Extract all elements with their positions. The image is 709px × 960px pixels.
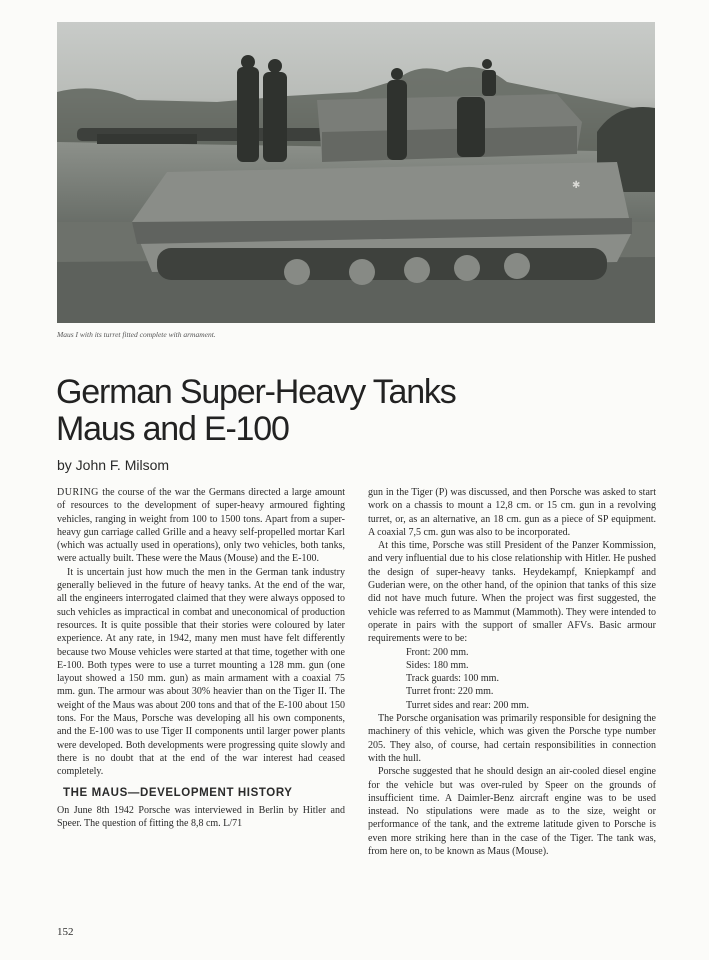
article-title bbox=[56, 374, 656, 448]
tank-photo bbox=[57, 22, 655, 323]
maus-tank-illustration bbox=[57, 22, 655, 323]
svg-text:✱: ✱ bbox=[572, 180, 581, 191]
armour-list-item: Turret sides and rear: 200 mm. bbox=[406, 699, 529, 711]
title-line-2: Maus and E-100 bbox=[56, 410, 289, 448]
armour-list-item: Track guards: 100 mm. bbox=[406, 673, 499, 685]
paragraph bbox=[57, 486, 345, 566]
paragraph: It is uncertain just how much the men in the German tank industry generally believed in the future of heavy tanks. At the end of the war, all the engineers interrogated claimed that they were always opposed to such vehicles as impractical in combat and uneconomical of production resources. It is quite possible that their stories were coloured by later experience. At any rate, in 1942, many men must have felt differently because two Mouse vehicles were started at that time, together with one E-100. Both types were to use a turret mounting a 128 mm. gun (one layout showed a 150 mm. gun) as main armament with a coaxial 75 mm. gun. The armour was about 30% heavier than on the Tiger II. The weight of the Maus was about 200 tons and that of the E-100 about 150 tons. For the Maus, Porsche was developing all his own components, and the E-100 was to use Tiger II components until larger power plants were developed. Both developments were progressing quite slowly and there is no doubt that at the end of the war interest had ceased completely. bbox=[57, 566, 345, 778]
page-number: 152 bbox=[57, 926, 74, 938]
title-line-1: German Super-Heavy Tanks bbox=[56, 373, 456, 411]
photo-caption: Maus I with its turret fitted complete with armament. bbox=[57, 330, 216, 339]
armour-list-item: Front: 200 mm. bbox=[406, 646, 469, 658]
author-byline: by John F. Milsom bbox=[57, 457, 170, 473]
armour-list-item: Sides: 180 mm. bbox=[406, 659, 469, 671]
paragraph-lead-word: DURING bbox=[57, 487, 99, 498]
right-column bbox=[368, 486, 656, 858]
armour-list-item: Turret front: 220 mm. bbox=[406, 686, 494, 698]
paragraph: On June 8th 1942 Porsche was interviewed in Berlin by Hitler and Speer. The question of fitting the 8,8 cm. L/71 bbox=[57, 804, 345, 830]
left-column bbox=[57, 486, 345, 830]
paragraph: Porsche suggested that he should design an air-cooled diesel engine for the vehicle but was over-ruled by Speer on the grounds of insufficient time. A Daimler-Benz aircraft engine was to be used instead. No stipulations were made as to the size, weight or performance of the tank, and the extreme latitude given to Porsche is even more striking here than in the case of the Tiger. The tank was, from here on, to be known as Maus (Mouse). bbox=[368, 766, 656, 858]
paragraph: The Porsche organisation was primarily responsible for designing the machinery of this vehicle, which was given the Porsche type number 205. They also, of course, had certain responsibilities in connection with the hull. bbox=[368, 713, 656, 764]
paragraph-text: the course of the war the Germans directed a large amount of resources to the development of super-heavy armoured fighting vehicles, ranging in weight from 100 to 1500 tons. Apart from a super-heavy gun carriage called Grille and a heavy self-propelled mortar Karl (which was actually used in operations), only two vehicles, both tanks, were actually built. These were the Maus (Mouse) and the E-100. bbox=[57, 487, 345, 565]
paragraph: At this time, Porsche was still President of the Panzer Kommission, and very influential due to his close relationship with Hitler. He pushed the design of super-heavy tanks. Heydekampf, Kniepkampf and Guderian were, on the other hand, of the opinion that tanks of this size did not have much future. When the project was first suggested, the vehicle was referred to as Mammut (Mammoth). They were intended to operate in pairs with the support of smaller AFVs. Basic armour requirements were to be: bbox=[368, 540, 656, 645]
paragraph: gun in the Tiger (P) was discussed, and then Porsche was asked to start work on a chassis to mount a 12,8 cm. or 15 cm. gun in a revolving turret, or, as an alternative, an 18 cm. gun as a piece of SP equipment. A coaxial 7,5 cm. gun was also to be incorporated. bbox=[368, 487, 656, 538]
section-subheading: THE MAUS—DEVELOPMENT HISTORY bbox=[63, 786, 293, 799]
